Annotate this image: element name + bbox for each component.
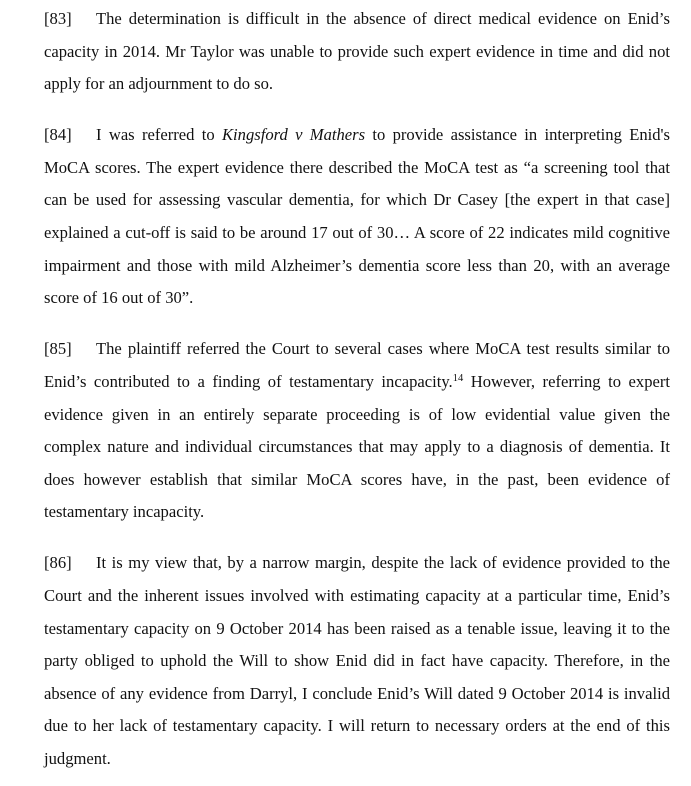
- paragraph-85: [44, 333, 670, 529]
- paragraph-83: [44, 3, 670, 101]
- paragraph-number: [86]: [44, 553, 72, 573]
- paragraph-text: to provide assistance in interpreting Enid's MoCA scores. The expert evidence there described the MoCA test as “a screening tool that can be used for assessing vascular dementia, for which Dr Casey [the expert in that case] explained a cut-off is said to be around 17 out of 30… A score of 22 indicates mild cognitive impairment and those with mild Alzheimer’s dementia score less than 20, with an average score of 16 out of 30”.: [44, 125, 670, 308]
- paragraph-84: [44, 119, 670, 315]
- paragraph-text: It is my view that, by a narrow margin, despite the lack of evidence provided to the Court and the inherent issues involved with estimating capacity at a particular time, Enid’s testamentary capacity on 9 October 2014 has been raised as a tenable issue, leaving it to the party obliged to uphold the Will to show Enid did in fact have capacity. Therefore, in the absence of any evidence from Darryl, I conclude Enid’s Will dated 9 October 2014 is invalid due to her lack of testamentary capacity. I will return to necessary orders at the end of this judgment.: [44, 553, 670, 768]
- footnote-reference[interactable]: 14: [452, 372, 464, 384]
- paragraph-number: [84]: [44, 125, 72, 145]
- paragraph-text: The plaintiff referred the Court to several cases where MoCA test results similar to Enid’s contributed to a finding of testamentary incapacity.: [44, 339, 670, 391]
- paragraph-text: I was referred to: [96, 125, 222, 145]
- paragraph-86: [44, 547, 670, 775]
- case-citation: Kingsford v Mathers: [221, 125, 366, 145]
- paragraph-number: [83]: [44, 9, 72, 28]
- paragraph-text: However, referring to expert evidence given in an entirely separate proceeding is of low evidential value given the complex nature and individual circumstances that may apply to a diagnosis of dementia. It does however establish that similar MoCA scores have, in the past, been evidence of testamentary incapacity.: [44, 371, 670, 522]
- paragraph-text: The determination is difficult in the absence of direct medical evidence on Enid’s capacity in 2014. Mr Taylor was unable to provide such expert evidence in time and did not apply for an adjournment to do so.: [44, 9, 670, 94]
- paragraph-number: [85]: [44, 339, 72, 359]
